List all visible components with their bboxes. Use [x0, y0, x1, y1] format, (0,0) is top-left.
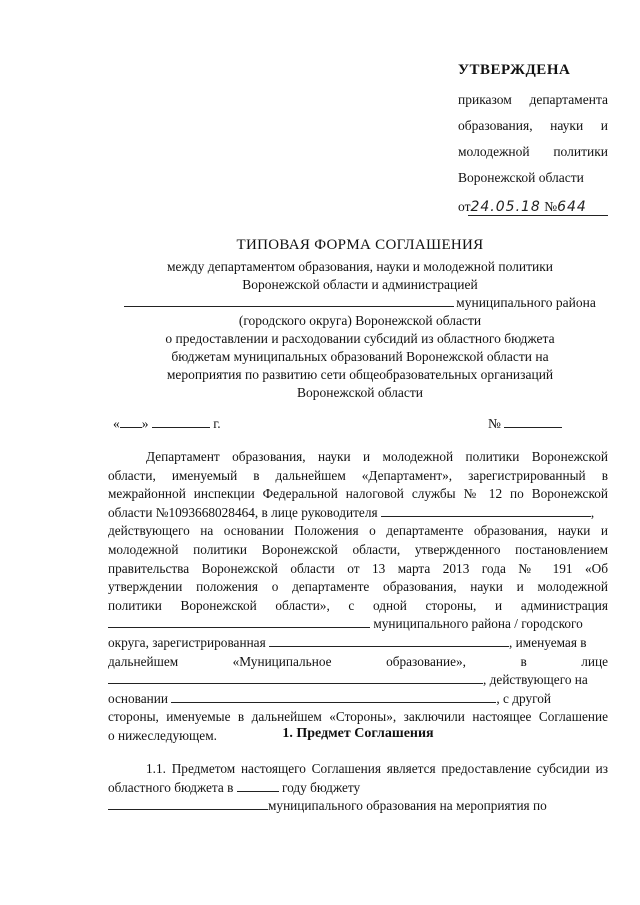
header-line: (городского округа) Воронежской области — [238, 313, 482, 328]
text-line: Департамент образования, науки и молодежной политики Воронежской — [146, 449, 608, 464]
date-number-line — [113, 416, 613, 434]
text-line: утверждении положения о департаменте образования, науки и молодежной — [108, 579, 608, 595]
signature-underline — [468, 215, 608, 216]
text-line: 1.1. Предметом настоящего Соглашения является предоставление субсидии из — [146, 761, 608, 776]
text-line: молодежной политики Воронежской области, утвержденного постановлением — [108, 541, 608, 557]
blank-field — [124, 296, 454, 307]
section-heading: 1. Предмет Соглашения — [282, 726, 434, 741]
text-line: муниципального образования на мероприятия по — [108, 797, 608, 816]
approval-title: УТВЕРЖДЕНА — [458, 62, 571, 78]
handwritten-number: 644 — [557, 199, 587, 215]
header-line: муниципального района — [110, 294, 610, 312]
text-line: области, именуемый в дальнейшем «Департамент», зарегистрированный в — [108, 467, 608, 483]
paragraph-subject — [108, 760, 608, 816]
approval-line: Воронежской области — [458, 170, 584, 185]
text-line: межрайонной инспекции Федеральной налоговой службы № 12 по Воронежской — [108, 486, 608, 502]
text-line: округа, зарегистрированная , именуемая в — [108, 634, 587, 650]
text-line: политики Воронежской области», с одной стороны, и администрация — [108, 597, 608, 613]
header-line: о предоставлении и расходовании субсидий из областного бюджета — [165, 331, 555, 346]
number-field: № — [488, 416, 562, 432]
approval-line: молодежной политики — [458, 144, 608, 159]
approval-signature-line — [458, 193, 608, 221]
document-title: ТИПОВАЯ ФОРМА СОГЛАШЕНИЯ — [236, 237, 484, 253]
text-line: областного бюджета в году бюджету — [108, 779, 361, 795]
header-line: мероприятия по развитию сети общеобразовательных организаций — [166, 367, 554, 382]
approval-block — [458, 62, 608, 221]
approval-line: образования, науки и — [458, 118, 608, 133]
text-line: основании , с другой — [108, 690, 551, 706]
text-line: , действующего на — [108, 671, 608, 690]
header-line: Воронежской области и администрацией — [242, 277, 478, 292]
date-field: « » г. — [113, 416, 221, 431]
handwritten-date: 24.05.18 — [470, 199, 541, 215]
text-line: области №1093668028464, в лице руководителя , — [108, 504, 595, 520]
sig-no-label: № — [544, 199, 558, 214]
text-line: муниципального района / городского — [108, 615, 608, 634]
header-line: бюджетам муниципальных образований Воронежской области на — [171, 349, 549, 364]
paragraph-parties — [108, 448, 608, 746]
text-line: действующего на основании Положения о департаменте образования, науки и — [108, 523, 608, 539]
header-subtitle — [110, 258, 610, 402]
text-line: о нижеследующем. — [108, 727, 217, 743]
header-line: Воронежской области — [297, 385, 423, 400]
sig-prefix: от — [458, 199, 471, 214]
text-line: дальнейшем «Муниципальное образование», в лице — [108, 653, 608, 669]
approval-line: приказом департамента — [458, 92, 608, 107]
text-line: правительства Воронежской области от 13 марта 2013 года № 191 «Об — [108, 560, 608, 576]
text-line: стороны, именуемые в дальнейшем «Стороны», заключили настоящее Соглашение — [108, 709, 608, 725]
header-line: между департаментом образования, науки и молодежной политики — [166, 259, 554, 274]
